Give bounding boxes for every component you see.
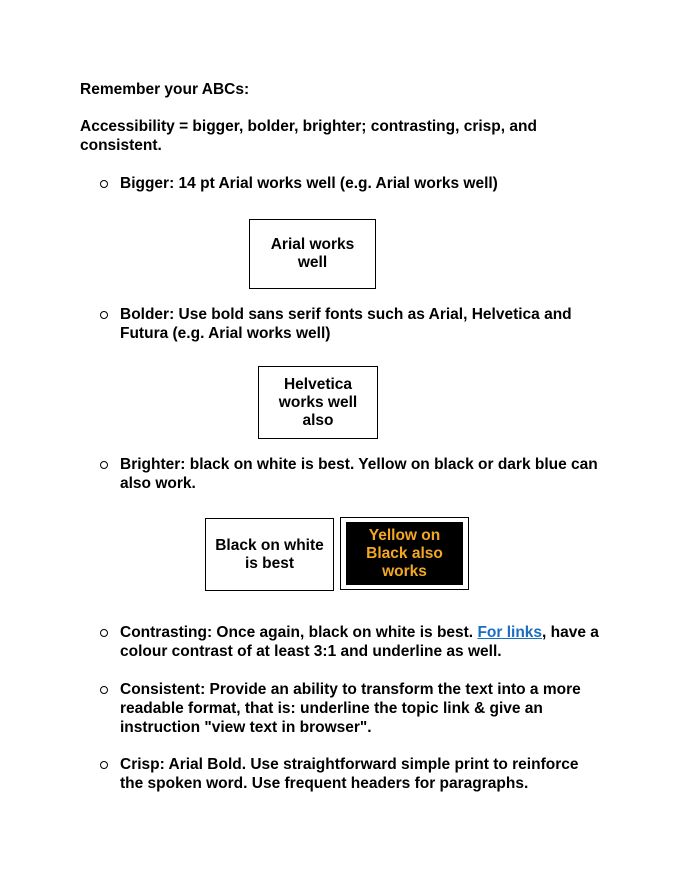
bullet-circle-icon	[100, 686, 108, 694]
item-contrasting-text-before: Contrasting: Once again, black on white is best.	[120, 624, 478, 641]
bullet-circle-icon	[100, 629, 108, 637]
sample-black-on-white-text: Black on white is best	[215, 536, 324, 572]
bullet-circle-icon	[100, 761, 108, 769]
item-crisp: Crisp: Arial Bold. Use straightforward simple print to reinforce the spoken word. Use frequent headers for paragraphs.	[120, 756, 579, 792]
sample-yellow-on-black-text: Yellow on Black also works	[366, 526, 443, 580]
sample-yellow-on-black-panel	[346, 522, 463, 585]
for-links-link[interactable]: For links	[477, 624, 543, 641]
sample-arial-box	[249, 219, 376, 289]
bullet-circle-icon	[100, 180, 108, 188]
item-contrasting-text-after: , have a colour contrast of at least 3:1 and underline as well.	[120, 624, 599, 660]
page-heading: Remember your ABCs:	[80, 81, 250, 98]
item-brighter: Brighter: black on white is best. Yellow on black or dark blue can also work.	[120, 456, 598, 492]
sample-helvetica-text: Helvetica works well also	[278, 375, 358, 429]
sample-arial-text: Arial works well	[270, 236, 355, 271]
bullet-circle-icon	[100, 311, 108, 319]
item-consistent: Consistent: Provide an ability to transform the text into a more readable format, that is: underline the topic link & give an instruction "view text in browser".	[120, 681, 581, 736]
item-bigger: Bigger: 14 pt Arial works well (e.g. Arial works well)	[120, 175, 498, 192]
sample-black-on-white-box	[205, 518, 334, 591]
sample-yellow-on-black-box	[340, 517, 469, 590]
item-contrasting	[120, 623, 610, 661]
intro-paragraph: Accessibility = bigger, bolder, brighter; contrasting, crisp, and consistent.	[80, 118, 537, 154]
sample-helvetica-box	[258, 366, 378, 439]
item-bolder: Bolder: Use bold sans serif fonts such as Arial, Helvetica and Futura (e.g. Arial works well)	[120, 306, 572, 342]
bullet-circle-icon	[100, 461, 108, 469]
